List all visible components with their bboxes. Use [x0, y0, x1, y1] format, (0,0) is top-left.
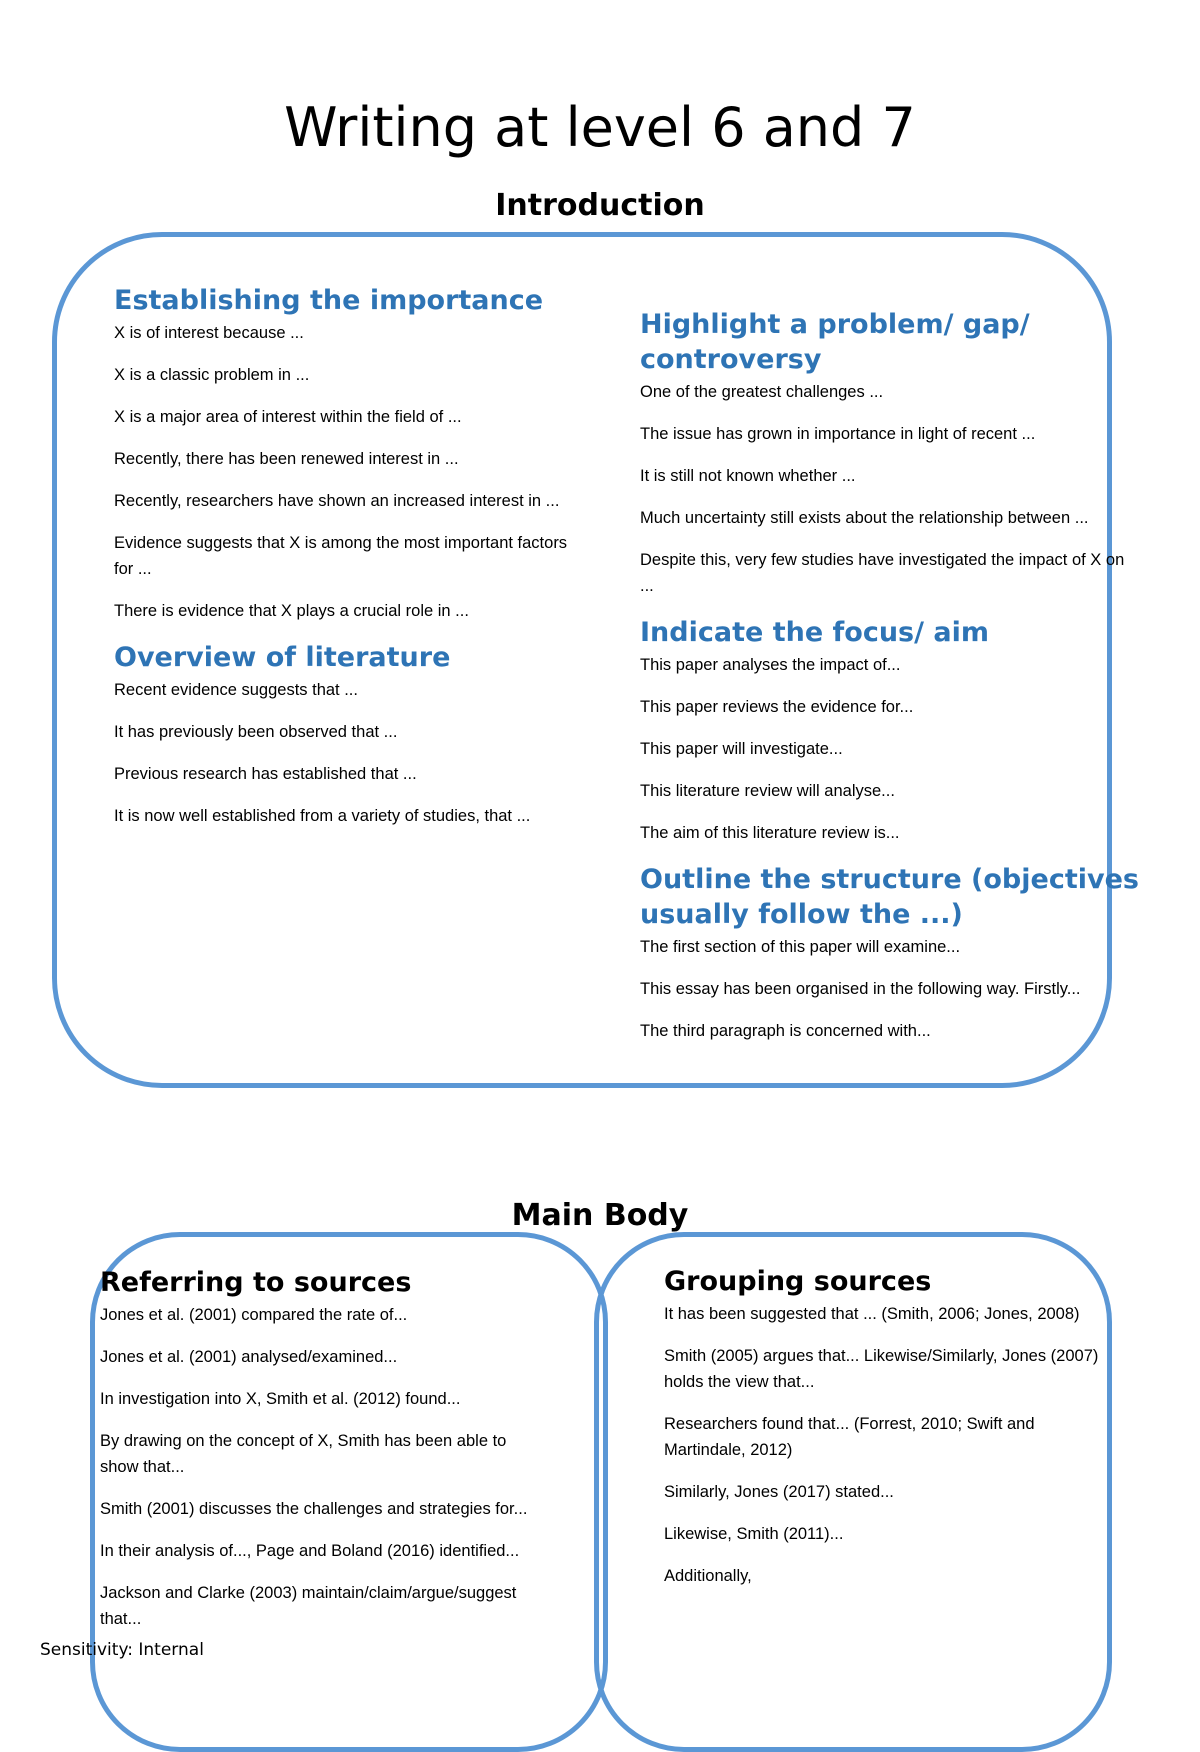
highlight-problem-heading: Highlight a problem/ gap/ controversy — [640, 309, 1030, 375]
list-item: One of the greatest challenges ... — [640, 383, 884, 401]
list-item: Recently, there has been renewed interest in ... — [114, 450, 459, 468]
list-item: In their analysis of..., Page and Boland (2016) identified... — [100, 1542, 520, 1560]
list-item: It is still not known whether ... — [640, 467, 856, 485]
list-item: Despite this, very few studies have investigated the impact of X on ... — [640, 551, 1125, 595]
list-item: Likewise, Smith (2011)... — [664, 1525, 844, 1543]
introduction-right-column — [640, 307, 1140, 1060]
outline-structure-list — [640, 934, 1140, 1044]
list-item: Jones et al. (2001) compared the rate of... — [100, 1306, 408, 1324]
list-item: The issue has grown in importance in light of recent ... — [640, 425, 1036, 443]
list-item: This literature review will analyse... — [640, 782, 895, 800]
list-item: This paper will investigate... — [640, 740, 843, 758]
indicate-focus-heading: Indicate the focus/ aim — [640, 617, 989, 648]
list-item: The third paragraph is concerned with... — [640, 1022, 931, 1040]
outline-structure-heading: Outline the structure (objectives usually follow the ...) — [640, 864, 1139, 930]
list-item: Smith (2001) discusses the challenges and strategies for... — [100, 1500, 528, 1518]
overview-literature-list — [114, 677, 574, 829]
referring-sources-heading: Referring to sources — [100, 1267, 412, 1298]
grouping-sources-heading: Grouping sources — [664, 1266, 932, 1297]
list-item: Additionally, — [664, 1567, 752, 1585]
list-item: X is of interest because ... — [114, 324, 304, 342]
list-item: This paper reviews the evidence for... — [640, 698, 914, 716]
main-body-heading: Main Body — [511, 1198, 689, 1233]
list-item: By drawing on the concept of X, Smith has been able to show that... — [100, 1432, 507, 1476]
establishing-importance-heading: Establishing the importance — [114, 285, 544, 316]
list-item: There is evidence that X plays a crucial role in ... — [114, 602, 469, 620]
list-item: This essay has been organised in the following way. Firstly... — [640, 980, 1081, 998]
list-item: It is now well established from a variety of studies, that ... — [114, 807, 531, 825]
list-item: Previous research has established that ... — [114, 765, 417, 783]
grouping-sources-list — [664, 1301, 1104, 1589]
list-item: Similarly, Jones (2017) stated... — [664, 1483, 894, 1501]
list-item: Recent evidence suggests that ... — [114, 681, 358, 699]
introduction-left-column — [114, 283, 574, 845]
referring-sources-column — [100, 1265, 540, 1648]
list-item: Jones et al. (2001) analysed/examined... — [100, 1348, 398, 1366]
list-item: X is a classic problem in ... — [114, 366, 310, 384]
overview-literature-heading: Overview of literature — [114, 642, 451, 673]
establishing-importance-list — [114, 320, 574, 624]
list-item: This paper analyses the impact of... — [640, 656, 901, 674]
referring-sources-list — [100, 1302, 540, 1632]
list-item: Much uncertainty still exists about the relationship between ... — [640, 509, 1089, 527]
introduction-heading: Introduction — [495, 188, 705, 223]
list-item: In investigation into X, Smith et al. (2012) found... — [100, 1390, 461, 1408]
list-item: Jackson and Clarke (2003) maintain/claim/argue/suggest that... — [100, 1584, 517, 1628]
indicate-focus-list — [640, 652, 1140, 846]
list-item: Recently, researchers have shown an increased interest in ... — [114, 492, 560, 510]
list-item: Smith (2005) argues that... Likewise/Similarly, Jones (2007) holds the view that... — [664, 1347, 1099, 1391]
page-title: Writing at level 6 and 7 — [284, 96, 916, 159]
list-item: It has previously been observed that ... — [114, 723, 398, 741]
list-item: X is a major area of interest within the field of ... — [114, 408, 462, 426]
grouping-sources-column — [664, 1264, 1104, 1605]
list-item: The aim of this literature review is... — [640, 824, 900, 842]
highlight-problem-list — [640, 379, 1140, 599]
sensitivity-label: Sensitivity: Internal — [40, 1640, 204, 1660]
list-item: The first section of this paper will examine... — [640, 938, 961, 956]
list-item: Evidence suggests that X is among the most important factors for ... — [114, 534, 568, 578]
list-item: It has been suggested that ... (Smith, 2006; Jones, 2008) — [664, 1305, 1080, 1323]
list-item: Researchers found that... (Forrest, 2010; Swift and Martindale, 2012) — [664, 1415, 1035, 1459]
